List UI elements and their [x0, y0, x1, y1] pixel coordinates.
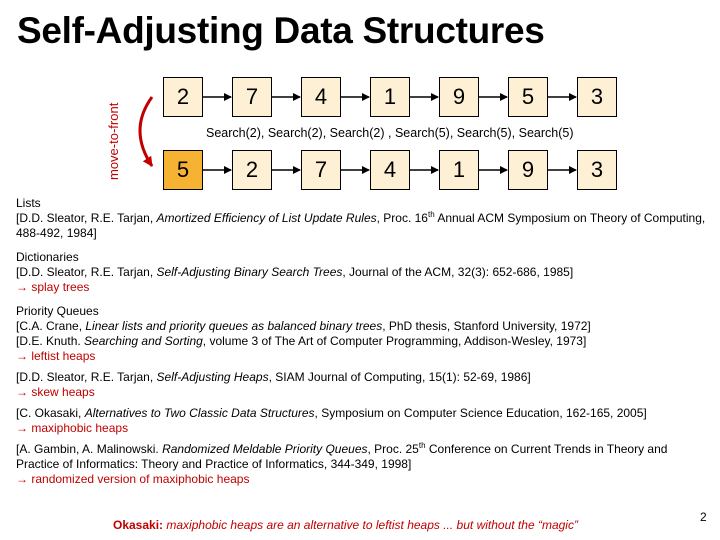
search-sequence: Search(2), Search(2), Search(2) , Search(5), Search(5), Search(5): [206, 126, 574, 140]
bottom-list-node: 1: [439, 150, 479, 190]
bottom-list-node: 5: [163, 150, 203, 190]
ref-sleator-tarjan-1985: [D.D. Sleator, R.E. Tarjan, Self-Adjusting Binary Search Trees, Journal of the ACM, 32(3): 652-686, 1985]: [16, 265, 574, 279]
section-heading-priority-queues: Priority Queues: [16, 304, 99, 318]
move-to-front-label: move-to-front: [106, 102, 121, 180]
result-skew-heaps: → skew heaps: [16, 385, 95, 399]
right-arrow-icon: →: [16, 280, 28, 294]
page-title: Self-Adjusting Data Structures: [17, 10, 545, 51]
top-list-node: 1: [370, 77, 410, 117]
page-number: 2: [700, 510, 707, 524]
right-arrow-icon: →: [16, 472, 28, 486]
result-maxiphobic-heaps: → maxiphobic heaps: [16, 421, 129, 435]
bottom-list-node: 4: [370, 150, 410, 190]
right-arrow-icon: →: [16, 349, 28, 363]
ref-crane-1972: [C.A. Crane, Linear lists and priority queues as balanced binary trees, PhD thesis, Stanford University, 1972]: [16, 319, 591, 333]
okasaki-quote: [113, 518, 578, 532]
top-list-node: 7: [232, 77, 272, 117]
result-splay-trees: → splay trees: [16, 280, 90, 294]
ref-sleator-tarjan-1986: [D.D. Sleator, R.E. Tarjan, Self-Adjusting Heaps, SIAM Journal of Computing, 15(1): 52-69, 1986]: [16, 370, 531, 384]
result-randomized-maxiphobic-heaps: → randomized version of maxiphobic heaps: [16, 472, 250, 486]
ref-okasaki-2005: [C. Okasaki, Alternatives to Two Classic Data Structures, Symposium on Computer Science Education, 162-165, 2005]: [16, 406, 647, 420]
right-arrow-icon: →: [16, 385, 28, 399]
section-heading-dictionaries: Dictionaries: [16, 250, 79, 264]
top-list-node: 4: [301, 77, 341, 117]
result-leftist-heaps: → leftist heaps: [16, 349, 96, 363]
section-heading-lists: Lists: [16, 196, 41, 210]
move-to-front-arrow: [140, 97, 152, 166]
bottom-list-node: 3: [577, 150, 617, 190]
top-list-node: 9: [439, 77, 479, 117]
quote-author: Okasaki:: [113, 518, 164, 532]
top-list-node: 2: [163, 77, 203, 117]
ref-sleator-tarjan-1984: [D.D. Sleator, R.E. Tarjan, Amortized Efficiency of List Update Rules, Proc. 16th Annual ACM Symposium on Theory of Computing, 488-492, 1984]: [16, 210, 706, 240]
top-list-node: 5: [508, 77, 548, 117]
bottom-list-node: 7: [301, 150, 341, 190]
quote-text: maxiphobic heaps are an alternative to leftist heaps ... but without the “magic”: [166, 518, 578, 532]
bottom-list-node: 9: [508, 150, 548, 190]
ref-gambin-malinowski-1998: [A. Gambin, A. Malinowski. Randomized Meldable Priority Queues, Proc. 25th Conference on Current Trends in Theory and Practice of Informatics: Theory and Practice of Informatics, 344-349, 1998]: [16, 441, 668, 471]
right-arrow-icon: →: [16, 421, 28, 435]
ref-knuth-1973: [D.E. Knuth. Searching and Sorting, volume 3 of The Art of Computer Programming, Addison-Wesley, 1973]: [16, 334, 587, 348]
references: [16, 196, 712, 487]
top-list-node: 3: [577, 77, 617, 117]
bottom-list-node: 2: [232, 150, 272, 190]
